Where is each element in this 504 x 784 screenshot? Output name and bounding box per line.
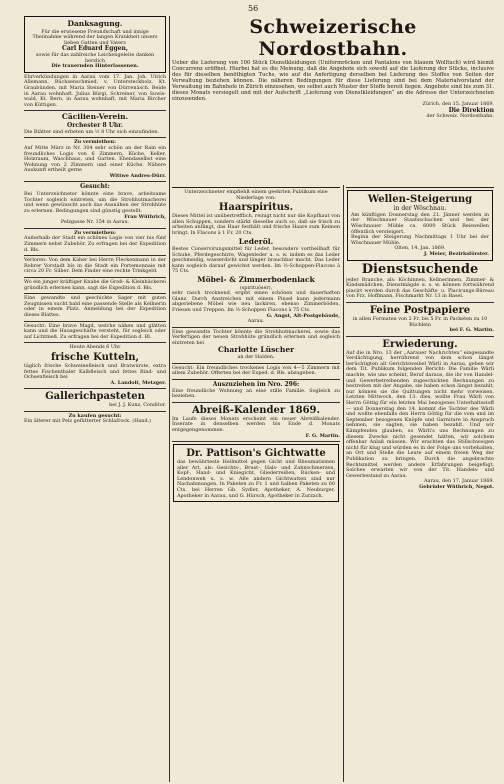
vermiethen-text: Auf Mitte März in Nr. 304 sehr schön an der Rain ein freundliches Logis von 6 Zimmern, Küche, Keller, Holzraum, Waschhaus, und Garten. Ebendaselbst eine Wohnung von 2 Zimmern und einer Küche. Nähere Auskunft ertheilt gerne [24, 144, 166, 174]
erwiederung-text: Auf die in Nro. 13 der „Aarauer Nachrichten“ eingesandte Verdächtigung, herrührend von dem schon längst berüchtigten alt Gerichtsweibel Wärli in Aarau, geben wir dem Tit. Publikum folgenden Bericht: Die Familie Wärli machte, wie uns scheint, Beruf daraus, die ihr von Handel- und Gewerbetreibenden zugeschickten Rechnungen zu bestreiten mit der Angabe, sie haben schon längst bezahlt, nur können sie die Quittungen nicht mehr vorweisen. Letzten Mittwoch, den 13. dies, wollte Frau Wärli von Herrn Göttig für ein letzten Mai bezogenes Unterhaltsstoff — und Donnerstag den 14. kommt die Tochter des Wärli und wollte ebenfalls den Herrn Göttig für die vom und im September bezogenen Knöpfe und Garniture in Anspruch nehmen, sie sagten, sie haben bezahlt. Und wir Kämpfenden glauben, so Wärli's uns Rechnungen zu diesem Zwecke nicht gesendet hätten, wir solchem offenbar Anlaß müssen. Wir erachten das Stillschweigen nicht für klug und würden es in der Folge uns vorbehalten, an Ort und Stelle die Leute auf einem freien Weg der Publikation zu bringen. Durch die angebrachte Rechtsmittel werden andere Erfahrungen beigefügt. Solches erwarten wir von der Tit. Handels- und Gewerbestand zu Aarau. [346, 349, 494, 479]
haar-title: Haarspiritus. [218, 202, 294, 214]
moebel-sub: (spirituöser), [239, 284, 273, 291]
verloren-ad: Verloren: Von dem Käher bei Herrn Fleckenmann in der Rohrer Vorstadt bis in die Stadt ein Portemonnaie mit circa 20 Fr. Silber. Dem Finder eine rechte Trinkgeld. [24, 257, 166, 275]
moebel-signature: G. Angst, Alt-Postgebäude, [266, 312, 340, 319]
vermiethen-title: Zu vermiethen: [74, 139, 116, 146]
caecilien-sub: Orchester 8 Uhr. [67, 121, 123, 129]
kaufen-title: Zu kaufen gesucht: [68, 412, 122, 419]
danksagung-text-2: sowie für das zahlreiche Leichengeleite danken herzlich [35, 52, 155, 64]
kalender-signature: F. G. Martin. [305, 432, 340, 439]
kutteln-text: täglich frische Schweinefleisch und Bratwürste, extra fettes Fischenthaler Kalbfleisch und fettes Rind- und Ochsenfleisch bei [24, 362, 166, 381]
nordostbahn-notice [172, 14, 494, 185]
erwiederung-title: Erwiederung. [382, 338, 458, 350]
page-number: 56 [248, 4, 259, 13]
haar-intro: Unterzeichneter empfiehlt einem geehrten Publikum eine Niederlage von: [184, 189, 328, 201]
postpapiere-text: in allen Formaten von 2 Fr. bis 5 Fr. in Packeten zu 10 Büchlein [352, 315, 488, 328]
stroh-text: Eine gewandte Tochter könnte die Strohhutmacherei, sowie das Verfertigen der neuen Strohhüte gründlich erlernen und sogleich eintreten bei [172, 328, 340, 346]
wellen-text: Am künftigen Donnerstag den 21. Jänner werden in der Wöschnauer Staatsschachen und bei der Wöschnauer Mühle ca. 6000 Stück Reiswellen öffentlich versteigert. [351, 211, 489, 235]
column-left [24, 14, 166, 784]
logis-gesucht: Gesucht: Ein freundliches trockenes Logis von 4—5 Zimmern mit allem Zubehör. Offerten bei der Exped. d. Bls. abzugeben. [172, 364, 340, 377]
danksagung-title: Danksagung. [67, 19, 123, 28]
kaufen-text: Ein älterer mit Pelz gefütterter Schlafrock. (Hand.) [24, 418, 152, 425]
erwiederung-signature: Gebrüder Wüthrich, Negot. [419, 483, 494, 490]
kalender-title: Abreiß-Kalender 1869. [192, 404, 320, 416]
nordostbahn-signature-2: der Schweiz. Nordostbahn. [426, 113, 494, 120]
gesucht-text: Bei Unterzeichneter könnte eine brave, arbeitsame Tochter sogleich eintreten, um die Strohhutmacherei und wenn gewünscht auch das Ausnähen der Strohhüte zu erlernen. Bedingungen sind günstig gestellt. [24, 191, 166, 215]
gesucht-title: Gesucht: [80, 183, 110, 191]
wellen-ad [347, 190, 493, 261]
masthead: Schweizerische Nordostbahn. [249, 16, 417, 60]
nordostbahn-signature: Die Direktion [448, 106, 494, 114]
danksagung-signature: Die trauernden Hinterlassenen. [51, 63, 139, 70]
column-rule [169, 16, 170, 782]
auszuziehen-title: Auszuziehen im Nro. 296: [212, 380, 300, 388]
kutteln-title: frische Kutteln, [50, 351, 140, 363]
column-middle [172, 185, 340, 784]
magd-ad: Gesucht: Eine brave Magd, welche nähen und glätten kann und die Hausgeschäfte versteht, für sogleich oder auf Lichtmeß. Zu erfragen bei der Expedition d. Bl. [24, 322, 166, 340]
wellen-sub: in der Wöschnau. [393, 205, 447, 212]
pattison-text: das bewährteste Heilmittel gegen Gicht und Rheumatismen aller Art, als: Gesichts-, Brust-, Hals- und Zahnschmerzen, Kopf-, Hand- und Kniegicht, Gliederreißen, Rücken- und Lendenweh u. s. w. Alle andern Gichtwatten sind nur Nachahmungen. In Paketen zu Fr. 1 und halben Paketen zu 60 Cts. bei Herren Gb. Sydler, Apotheker, A. Neuburger, Apotheker in Aarau, und G. Hürsch, Apotheker in Zurzach. [177, 459, 335, 499]
column-rule [343, 185, 344, 782]
wellen-text-2: Beginn der Steigerung Nachmittags 1 Uhr bei der Wöschnauer Mühle. [351, 234, 489, 246]
kutteln-intro: Heute Abends 6 Uhr [69, 344, 121, 351]
moebel-title: Möbel- & Zimmerbodenlack [197, 275, 315, 285]
caecilien-title: Cäcilien-Verein. [61, 112, 129, 122]
vermiethen-2-text: Außerhalb der Stadt ein schönes Logis von vier bis fünf Zimmern nebst Zubehör. Zu erfragen bei der Expedition d. Bls. [24, 235, 166, 253]
gesucht-address: Pelzgasse Nr. 154 in Aarau. [60, 219, 130, 226]
gallerich-title: Gallerichpasteten [45, 391, 145, 403]
danksagung-ad [24, 16, 166, 73]
postpapiere-title: Feine Postpapiere [369, 304, 471, 316]
baecker-lehrling-ad: Wo ein junger kräftiger Knabe die Groß- & Kleinbäckerei gründlich erlernen kann, sagt die Expedition d. Bls. [24, 278, 166, 291]
pattison-ad [173, 444, 339, 502]
wellen-date: Olten, 14. Jan. 1869. [394, 245, 446, 252]
column-right [346, 185, 494, 784]
nordostbahn-text: Ueber die Lieferung von 100 Stück Dienstkleidungen (Uniformröcken und Pantalons von blauem Wolltuch) wird hiemit Concurrenz eröffnet. Hierbei hat es die Meinung, daß die Angebote sich sowohl auf die Lieferung der Stücke, inclusive des für dieselben benöthigten Tuchs, wie auf die Anfertigung derselben bei Lieferung des Stoffes von Seiten der Verwaltung beziehen können. Die näheren Bedingungen für diese Lieferung sind bei dem Materialvorstand der Verwaltung im Bahnhofe in Zürich einzusehen, wo selbst auch Muster der Stoffe bereit liegen. Angebote sind bis zum 31. dieses Monats versiegelt und mit der Aufschrift „Lieferung von Dienstkleidungen“ an die Adresse der Unterzeichneten einzusenden. [172, 60, 494, 102]
postpapiere-signature: bei F. G. Martin. [449, 327, 494, 334]
danksagung-text: Für die erwiesene Freundschaft und innige Theilnahme während der langen Krankheit unsers lieben Gatten und Vaters [32, 28, 158, 46]
kellnerin-ad: Eine gewandte und geschickte Sager mit guten Zeugnissen sucht bald eine passende Stelle als Kellnerin oder in einem Platz. Anmeldung bei der Expedition dieses Blattes. [24, 295, 166, 318]
leder-text: Bestes Conservirungsmittel für Leder, besonders vortheilhaft für Schuhe, Pferdegeschirre, Wagenleder u. s. w. indem es das Leder geschmeidig, wasserdicht und länger brauchbar macht. Das Leder kann sogleich darauf gewichst werden. Im ½-Schoppen-Flacons à 75 Cts. [172, 246, 340, 275]
ehrverkuendungen: Ehrverkündungen in Aarau vom 17. Jan. Joh. Ulrich Allemann, Büchsenschmied, v. Untersteckholz, Kt. Graubünden, mit Maria Steiner von Dürrenäsch. Beide in Aarau wohnhaft. Julius Bürgi, Schreiner, von Suwis-wald, Kt. Bern, in Aarau wohnhaft, mit Maria Bircher von Küttigen. [24, 73, 166, 108]
vermiethen-signature: Wittwe Andres-Dürr. [109, 172, 166, 179]
auszuziehen-text: Eine freundliche Wohnung an eine stille Familie. Sogleich zu beziehen. [172, 387, 340, 400]
moebel-location: Aarau. [247, 318, 265, 325]
stroh-location: an der Halden. [237, 353, 275, 360]
dienst-text: jeder Branche, als: Köchinnen, Kellnerinnen, Zimmer- & Kindsmädchen, Dienstmägde u. s. w. können fortwährend placirt werden durch das Geschäfts- u. Placirungs-Büreau von Frz. Hoffmann, Fischmarkt Nr. 13 in Basel. [346, 276, 494, 300]
caecilien-text: Die Blätter sind erbeten um ½ 8 Uhr sich einzufinden. [24, 128, 159, 135]
dienst-title: Dienstsuchende [361, 261, 479, 277]
leder-title: Lederöl. [238, 236, 274, 246]
kutteln-signature: A. Landolt, Metzger. [110, 379, 166, 386]
erwiederung-date: Aarau, den 17. Januar 1869. [423, 478, 494, 485]
gallerich-by: bei J. J. Kunz, Conditor. [109, 402, 166, 409]
moebel-text: sehr rasch trocknend, ergibt einen schönen und dauerhaften Glanz. Durch Anstreichen mit einem Pinsel kann jedermann abgeriebene Möbel wie neu lackiren, ebenso Zimmerböden, Friesen und Treppen. Im ½-Schoppen Flacons à 75 Cts. [172, 290, 340, 313]
nordostbahn-date: Zürich, den 15. Januar 1869. [422, 101, 494, 107]
stroh-signature: Charlotte Lüscher [217, 345, 295, 355]
haar-text: Dieses Mittel ist unübertrefflich, reinigt nicht nur die Kopfhaut von allen Schuppen, sondern stärkt dieselbe auch so, daß sie frisch zu arbeiten anfängt, das Haar festhält und frische Haare zum Keimen bringt. In Flacons à 1 Fr. 20 Cts. [172, 213, 340, 236]
kalender-text: Im Laufe dieses Monats erscheint ein neuer Abreißkalender. Inserate in denselben werden bis Ende d. Monats entgegengenommen. [172, 415, 340, 433]
pattison-title: Dr. Pattison's Gichtwatte [186, 448, 326, 460]
wellen-signature: J. Meier, Bezirksförster. [424, 250, 489, 257]
gesucht-signature: Frau Wüthrich, [124, 213, 166, 220]
danksagung-name: Carl Eduard Eggen, [62, 45, 128, 53]
wellen-title: Wellen-Steigerung [367, 194, 473, 205]
vermiethen-2-title: Zu vermiethen: [74, 229, 116, 236]
